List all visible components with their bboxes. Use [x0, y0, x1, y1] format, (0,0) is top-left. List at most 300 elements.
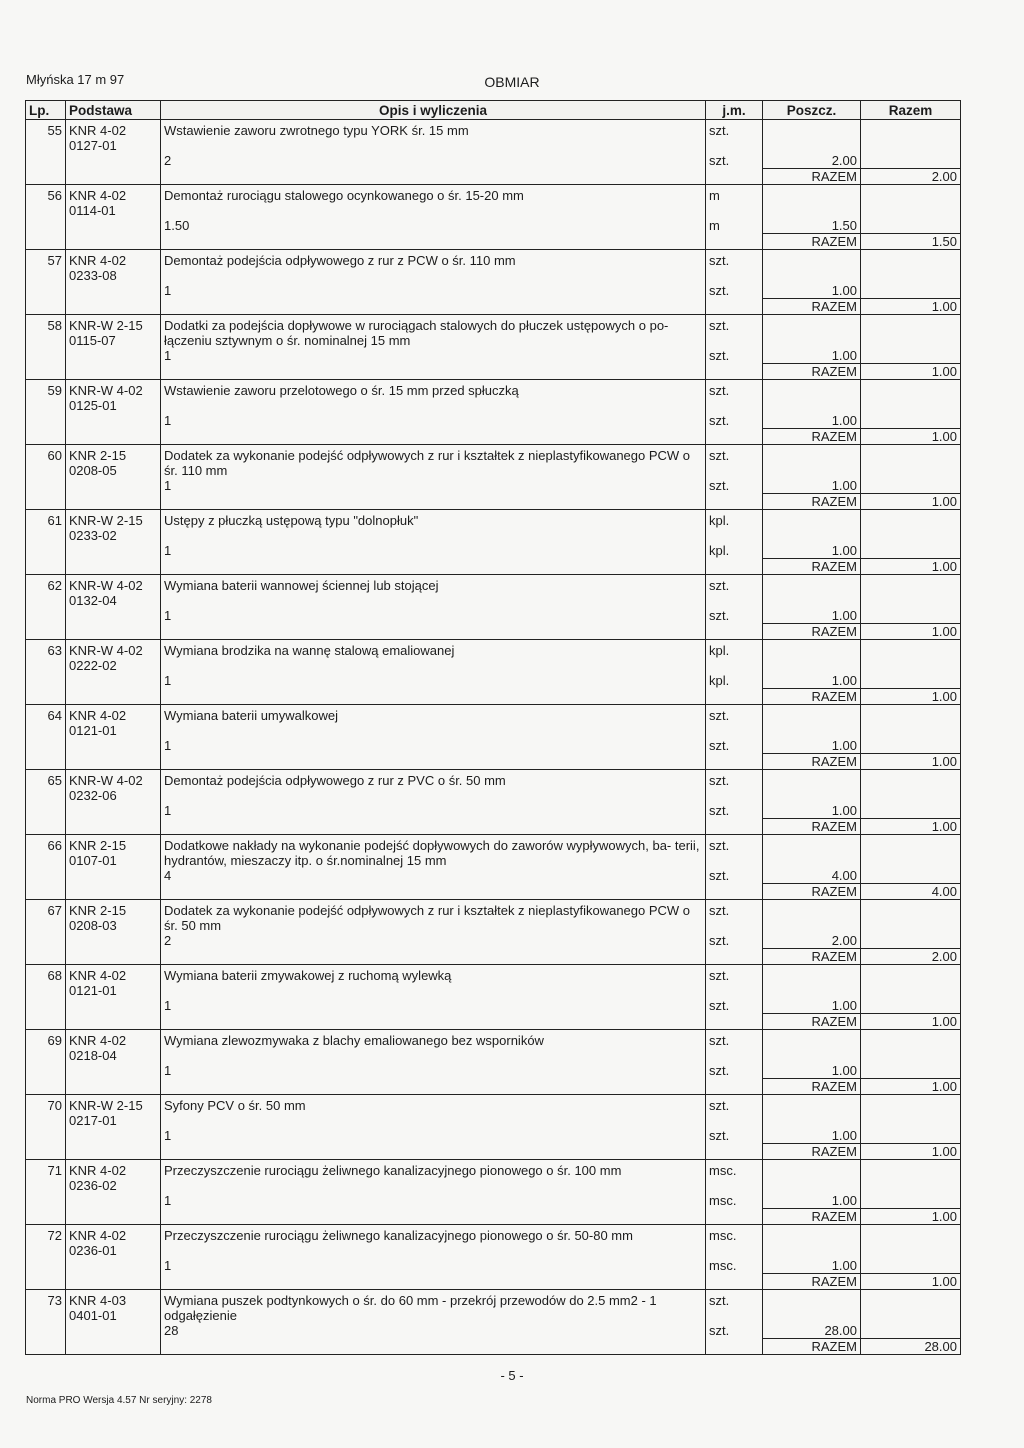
sum-row [26, 169, 961, 185]
sum-total: 1.00 [861, 624, 961, 640]
calculation-row [26, 1323, 961, 1339]
row-unit: msc. [706, 1160, 763, 1194]
sum-label: RAZEM [763, 884, 861, 900]
calc-podstawa-empty [66, 153, 161, 169]
calc-lp-empty [26, 218, 66, 234]
podstawa-line: KNR 2-15 [69, 903, 127, 918]
podstawa-line: 0233-02 [69, 528, 117, 543]
sum-opis-empty [161, 1209, 706, 1225]
sum-podstawa-empty [66, 234, 161, 250]
calculation-row [26, 803, 961, 819]
sum-podstawa-empty [66, 429, 161, 445]
sum-label: RAZEM [763, 1079, 861, 1095]
calc-unit: szt. [706, 868, 763, 884]
calculation-row [26, 1063, 961, 1079]
podstawa-line: 0208-05 [69, 463, 117, 478]
sum-row [26, 559, 961, 575]
row-lp: 62 [26, 575, 66, 609]
sum-total: 1.00 [861, 1274, 961, 1290]
column-header-jm: j.m. [706, 101, 763, 120]
calc-razem-empty [861, 413, 961, 429]
row-lp: 67 [26, 900, 66, 934]
row-opis: Dodatek za wykonanie podejść odpływowych z rur i kształtek z nieplastyfikowanego PCW o śr. 50 mm [161, 900, 706, 934]
sum-podstawa-empty [66, 1339, 161, 1355]
calc-podstawa-empty [66, 1128, 161, 1144]
row-poszcz-empty [763, 770, 861, 804]
sum-label: RAZEM [763, 689, 861, 705]
table-row [26, 1290, 961, 1324]
calc-expression: 1 [161, 803, 706, 819]
row-lp: 61 [26, 510, 66, 544]
calculation-row [26, 1128, 961, 1144]
sum-opis-empty [161, 949, 706, 965]
calc-lp-empty [26, 998, 66, 1014]
calc-razem-empty [861, 153, 961, 169]
calc-expression: 1 [161, 348, 706, 364]
row-podstawa [66, 315, 161, 349]
calc-expression: 4 [161, 868, 706, 884]
sum-total: 1.00 [861, 689, 961, 705]
sum-row [26, 299, 961, 315]
row-razem-empty [861, 315, 961, 349]
row-lp: 65 [26, 770, 66, 804]
sum-total: 2.00 [861, 949, 961, 965]
podstawa-line: KNR-W 4-02 [69, 643, 143, 658]
row-unit: szt. [706, 120, 763, 154]
sum-jm-empty [706, 169, 763, 185]
column-header-lp: Lp. [26, 101, 66, 120]
row-podstawa [66, 1030, 161, 1064]
calc-unit: kpl. [706, 673, 763, 689]
podstawa-line: 0236-02 [69, 1178, 117, 1193]
sum-total: 1.00 [861, 1209, 961, 1225]
sum-lp-empty [26, 1339, 66, 1355]
calc-lp-empty [26, 1258, 66, 1274]
calc-razem-empty [861, 673, 961, 689]
sum-label: RAZEM [763, 429, 861, 445]
row-opis: Demontaż rurociągu stalowego ocynkowanego o śr. 15-20 mm [161, 185, 706, 219]
calc-poszcz-value: 1.00 [763, 1258, 861, 1274]
sum-row [26, 1014, 961, 1030]
podstawa-line: KNR-W 2-15 [69, 318, 143, 333]
calculation-row [26, 868, 961, 884]
row-lp: 71 [26, 1160, 66, 1194]
sum-total: 1.00 [861, 559, 961, 575]
row-poszcz-empty [763, 900, 861, 934]
sum-jm-empty [706, 689, 763, 705]
sum-total: 1.00 [861, 299, 961, 315]
sum-jm-empty [706, 299, 763, 315]
calc-unit: szt. [706, 1323, 763, 1339]
calc-expression: 1 [161, 1128, 706, 1144]
podstawa-line: 0222-02 [69, 658, 117, 673]
sum-jm-empty [706, 234, 763, 250]
row-poszcz-empty [763, 1290, 861, 1324]
sum-opis-empty [161, 234, 706, 250]
podstawa-line: 0218-04 [69, 1048, 117, 1063]
row-opis: Wstawienie zaworu przelotowego o śr. 15 mm przed spłuczką [161, 380, 706, 414]
podstawa-line: 0132-04 [69, 593, 117, 608]
sum-total: 1.00 [861, 1079, 961, 1095]
sum-label: RAZEM [763, 624, 861, 640]
calc-razem-empty [861, 608, 961, 624]
sum-lp-empty [26, 1014, 66, 1030]
sum-podstawa-empty [66, 1014, 161, 1030]
calc-lp-empty [26, 283, 66, 299]
calculation-row [26, 478, 961, 494]
calc-razem-empty [861, 803, 961, 819]
sum-total: 1.00 [861, 364, 961, 380]
row-poszcz-empty [763, 120, 861, 154]
row-podstawa [66, 1095, 161, 1129]
calc-unit: szt. [706, 1063, 763, 1079]
sum-opis-empty [161, 624, 706, 640]
row-razem-empty [861, 1290, 961, 1324]
software-footer: Norma PRO Wersja 4.57 Nr seryjny: 2278 [26, 1395, 212, 1406]
sum-opis-empty [161, 494, 706, 510]
calc-podstawa-empty [66, 608, 161, 624]
sum-podstawa-empty [66, 819, 161, 835]
row-opis: Wymiana baterii zmywakowej z ruchomą wylewką [161, 965, 706, 999]
row-opis: Wstawienie zaworu zwrotnego typu YORK śr. 15 mm [161, 120, 706, 154]
row-unit: szt. [706, 835, 763, 869]
calculation-row [26, 673, 961, 689]
calc-podstawa-empty [66, 803, 161, 819]
calc-unit: szt. [706, 608, 763, 624]
calc-podstawa-empty [66, 283, 161, 299]
calc-lp-empty [26, 543, 66, 559]
row-lp: 68 [26, 965, 66, 999]
sum-row [26, 1144, 961, 1160]
sum-opis-empty [161, 1079, 706, 1095]
sum-lp-empty [26, 819, 66, 835]
sum-row [26, 1274, 961, 1290]
calc-unit: msc. [706, 1258, 763, 1274]
calc-podstawa-empty [66, 673, 161, 689]
calculation-row [26, 738, 961, 754]
calc-expression: 1 [161, 283, 706, 299]
sum-row [26, 494, 961, 510]
row-lp: 69 [26, 1030, 66, 1064]
podstawa-line: KNR 4-03 [69, 1293, 127, 1308]
sum-opis-empty [161, 1339, 706, 1355]
calculation-row [26, 933, 961, 949]
podstawa-line: KNR 2-15 [69, 448, 127, 463]
row-poszcz-empty [763, 445, 861, 479]
calculation-row [26, 998, 961, 1014]
row-podstawa [66, 575, 161, 609]
row-opis: Demontaż podejścia odpływowego z rur z PVC o śr. 50 mm [161, 770, 706, 804]
sum-jm-empty [706, 559, 763, 575]
calc-lp-empty [26, 413, 66, 429]
sum-podstawa-empty [66, 1209, 161, 1225]
calculation-row [26, 608, 961, 624]
sum-jm-empty [706, 1079, 763, 1095]
row-podstawa [66, 1290, 161, 1324]
sum-lp-empty [26, 624, 66, 640]
row-unit: szt. [706, 705, 763, 739]
sum-podstawa-empty [66, 494, 161, 510]
sum-total: 28.00 [861, 1339, 961, 1355]
row-podstawa [66, 185, 161, 219]
calc-podstawa-empty [66, 478, 161, 494]
row-unit: szt. [706, 965, 763, 999]
podstawa-line: KNR 4-02 [69, 188, 127, 203]
row-unit: szt. [706, 770, 763, 804]
sum-jm-empty [706, 949, 763, 965]
sum-lp-empty [26, 949, 66, 965]
row-razem-empty [861, 1030, 961, 1064]
sum-opis-empty [161, 884, 706, 900]
row-opis: Przeczyszczenie rurociągu żeliwnego kanalizacyjnego pionowego o śr. 50-80 mm [161, 1225, 706, 1259]
row-razem-empty [861, 250, 961, 284]
podstawa-line: KNR-W 4-02 [69, 383, 143, 398]
row-lp: 57 [26, 250, 66, 284]
calc-expression: 28 [161, 1323, 706, 1339]
calc-poszcz-value: 1.00 [763, 1193, 861, 1209]
sum-label: RAZEM [763, 754, 861, 770]
calc-unit: szt. [706, 478, 763, 494]
row-unit: szt. [706, 900, 763, 934]
calc-lp-empty [26, 608, 66, 624]
calc-unit: szt. [706, 413, 763, 429]
row-unit: kpl. [706, 640, 763, 674]
column-header-opis: Opis i wyliczenia [161, 101, 706, 120]
row-razem-empty [861, 120, 961, 154]
table-body [26, 120, 961, 1355]
calculation-row [26, 1193, 961, 1209]
sum-lp-empty [26, 1079, 66, 1095]
row-lp: 64 [26, 705, 66, 739]
podstawa-line: 0114-01 [69, 203, 116, 218]
calc-lp-empty [26, 933, 66, 949]
calc-poszcz-value: 4.00 [763, 868, 861, 884]
row-poszcz-empty [763, 185, 861, 219]
sum-total: 4.00 [861, 884, 961, 900]
calc-poszcz-value: 1.00 [763, 803, 861, 819]
sum-row [26, 1339, 961, 1355]
row-opis: Wymiana baterii wannowej ściennej lub stojącej [161, 575, 706, 609]
calc-podstawa-empty [66, 1193, 161, 1209]
row-lp: 66 [26, 835, 66, 869]
sum-row [26, 1209, 961, 1225]
calc-lp-empty [26, 803, 66, 819]
sum-opis-empty [161, 169, 706, 185]
sum-label: RAZEM [763, 364, 861, 380]
sum-jm-empty [706, 1014, 763, 1030]
sum-jm-empty [706, 364, 763, 380]
table-row [26, 120, 961, 154]
sum-opis-empty [161, 364, 706, 380]
row-opis: Przeczyszczenie rurociągu żeliwnego kanalizacyjnego pionowego o śr. 100 mm [161, 1160, 706, 1194]
sum-lp-empty [26, 559, 66, 575]
sum-podstawa-empty [66, 1144, 161, 1160]
table-row [26, 1030, 961, 1064]
podstawa-line: 0208-03 [69, 918, 117, 933]
row-razem-empty [861, 185, 961, 219]
row-podstawa [66, 1225, 161, 1259]
row-opis: Dodatkowe nakłady na wykonanie podejść dopływowych do zaworów wypływowych, ba- terii, hydrantów, mieszaczy itp. o śr.nominalnej 15 mm [161, 835, 706, 869]
calc-lp-empty [26, 1323, 66, 1339]
sum-podstawa-empty [66, 884, 161, 900]
calc-razem-empty [861, 1063, 961, 1079]
row-razem-empty [861, 1160, 961, 1194]
row-opis: Syfony PCV o śr. 50 mm [161, 1095, 706, 1129]
row-poszcz-empty [763, 965, 861, 999]
sum-lp-empty [26, 754, 66, 770]
sum-total: 1.00 [861, 494, 961, 510]
calc-razem-empty [861, 1258, 961, 1274]
table-row [26, 835, 961, 869]
podstawa-line: KNR 4-02 [69, 1033, 127, 1048]
calc-unit: szt. [706, 283, 763, 299]
calc-poszcz-value: 1.00 [763, 543, 861, 559]
podstawa-line: 0115-07 [69, 333, 116, 348]
row-opis: Dodatek za wykonanie podejść odpływowych z rur i kształtek z nieplastyfikowanego PCW o śr. 110 mm [161, 445, 706, 479]
sum-lp-empty [26, 234, 66, 250]
row-poszcz-empty [763, 575, 861, 609]
sum-row [26, 429, 961, 445]
sum-opis-empty [161, 1144, 706, 1160]
row-podstawa [66, 835, 161, 869]
sum-podstawa-empty [66, 169, 161, 185]
page-number: - 5 - [500, 1368, 524, 1383]
row-razem-empty [861, 445, 961, 479]
sum-total: 1.00 [861, 429, 961, 445]
sum-opis-empty [161, 689, 706, 705]
calc-lp-empty [26, 738, 66, 754]
sum-jm-empty [706, 754, 763, 770]
row-razem-empty [861, 835, 961, 869]
sum-label: RAZEM [763, 1339, 861, 1355]
row-opis: Wymiana zlewozmywaka z blachy emaliowanego bez wsporników [161, 1030, 706, 1064]
calc-poszcz-value: 1.00 [763, 738, 861, 754]
sum-opis-empty [161, 559, 706, 575]
sum-label: RAZEM [763, 559, 861, 575]
sum-lp-empty [26, 1144, 66, 1160]
sum-jm-empty [706, 494, 763, 510]
table-row [26, 445, 961, 479]
sum-podstawa-empty [66, 624, 161, 640]
row-unit: szt. [706, 1095, 763, 1129]
obmiar-table [25, 100, 961, 1355]
sum-opis-empty [161, 819, 706, 835]
row-podstawa [66, 510, 161, 544]
podstawa-line: KNR-W 4-02 [69, 773, 143, 788]
table-row [26, 900, 961, 934]
calc-razem-empty [861, 933, 961, 949]
calc-lp-empty [26, 673, 66, 689]
sum-opis-empty [161, 754, 706, 770]
table-row [26, 250, 961, 284]
podstawa-line: 0121-01 [69, 723, 117, 738]
sum-row [26, 624, 961, 640]
row-lp: 55 [26, 120, 66, 154]
podstawa-line: KNR 4-02 [69, 253, 127, 268]
calculation-row [26, 348, 961, 364]
podstawa-line: 0127-01 [69, 138, 117, 153]
row-poszcz-empty [763, 1225, 861, 1259]
calculation-row [26, 218, 961, 234]
sum-opis-empty [161, 1014, 706, 1030]
sum-podstawa-empty [66, 754, 161, 770]
sum-row [26, 754, 961, 770]
column-header-podstawa: Podstawa [66, 101, 161, 120]
row-podstawa [66, 640, 161, 674]
podstawa-line: KNR 4-02 [69, 123, 127, 138]
sum-label: RAZEM [763, 169, 861, 185]
sum-podstawa-empty [66, 949, 161, 965]
row-podstawa [66, 1160, 161, 1194]
sum-opis-empty [161, 1274, 706, 1290]
row-lp: 58 [26, 315, 66, 349]
row-podstawa [66, 445, 161, 479]
row-unit: kpl. [706, 510, 763, 544]
sum-jm-empty [706, 429, 763, 445]
table-row [26, 770, 961, 804]
calc-poszcz-value: 1.00 [763, 998, 861, 1014]
calc-poszcz-value: 1.50 [763, 218, 861, 234]
calc-poszcz-value: 28.00 [763, 1323, 861, 1339]
calc-unit: szt. [706, 348, 763, 364]
sum-label: RAZEM [763, 1014, 861, 1030]
calc-poszcz-value: 1.00 [763, 413, 861, 429]
calc-expression: 1 [161, 478, 706, 494]
calc-razem-empty [861, 218, 961, 234]
sum-lp-empty [26, 299, 66, 315]
calc-podstawa-empty [66, 1323, 161, 1339]
calc-expression: 1 [161, 673, 706, 689]
row-razem-empty [861, 1095, 961, 1129]
sum-lp-empty [26, 884, 66, 900]
sum-jm-empty [706, 624, 763, 640]
sum-lp-empty [26, 364, 66, 380]
calc-lp-empty [26, 1063, 66, 1079]
calc-expression: 1 [161, 413, 706, 429]
calc-unit: kpl. [706, 543, 763, 559]
row-poszcz-empty [763, 1160, 861, 1194]
sum-jm-empty [706, 1274, 763, 1290]
podstawa-line: KNR 4-02 [69, 968, 127, 983]
sum-jm-empty [706, 1339, 763, 1355]
podstawa-line: 0125-01 [69, 398, 117, 413]
sum-podstawa-empty [66, 299, 161, 315]
calc-poszcz-value: 1.00 [763, 478, 861, 494]
calc-razem-empty [861, 348, 961, 364]
sum-jm-empty [706, 1209, 763, 1225]
calc-lp-empty [26, 478, 66, 494]
calculation-row [26, 153, 961, 169]
row-poszcz-empty [763, 640, 861, 674]
row-poszcz-empty [763, 1095, 861, 1129]
table-row [26, 705, 961, 739]
row-podstawa [66, 965, 161, 999]
row-unit: szt. [706, 380, 763, 414]
calc-podstawa-empty [66, 218, 161, 234]
sum-lp-empty [26, 429, 66, 445]
table-header-row [26, 101, 961, 120]
row-unit: szt. [706, 1290, 763, 1324]
podstawa-line: KNR-W 2-15 [69, 1098, 143, 1113]
sum-label: RAZEM [763, 819, 861, 835]
sum-podstawa-empty [66, 689, 161, 705]
row-poszcz-empty [763, 835, 861, 869]
calc-razem-empty [861, 478, 961, 494]
sum-row [26, 234, 961, 250]
calc-unit: m [706, 218, 763, 234]
row-razem-empty [861, 380, 961, 414]
calc-razem-empty [861, 998, 961, 1014]
